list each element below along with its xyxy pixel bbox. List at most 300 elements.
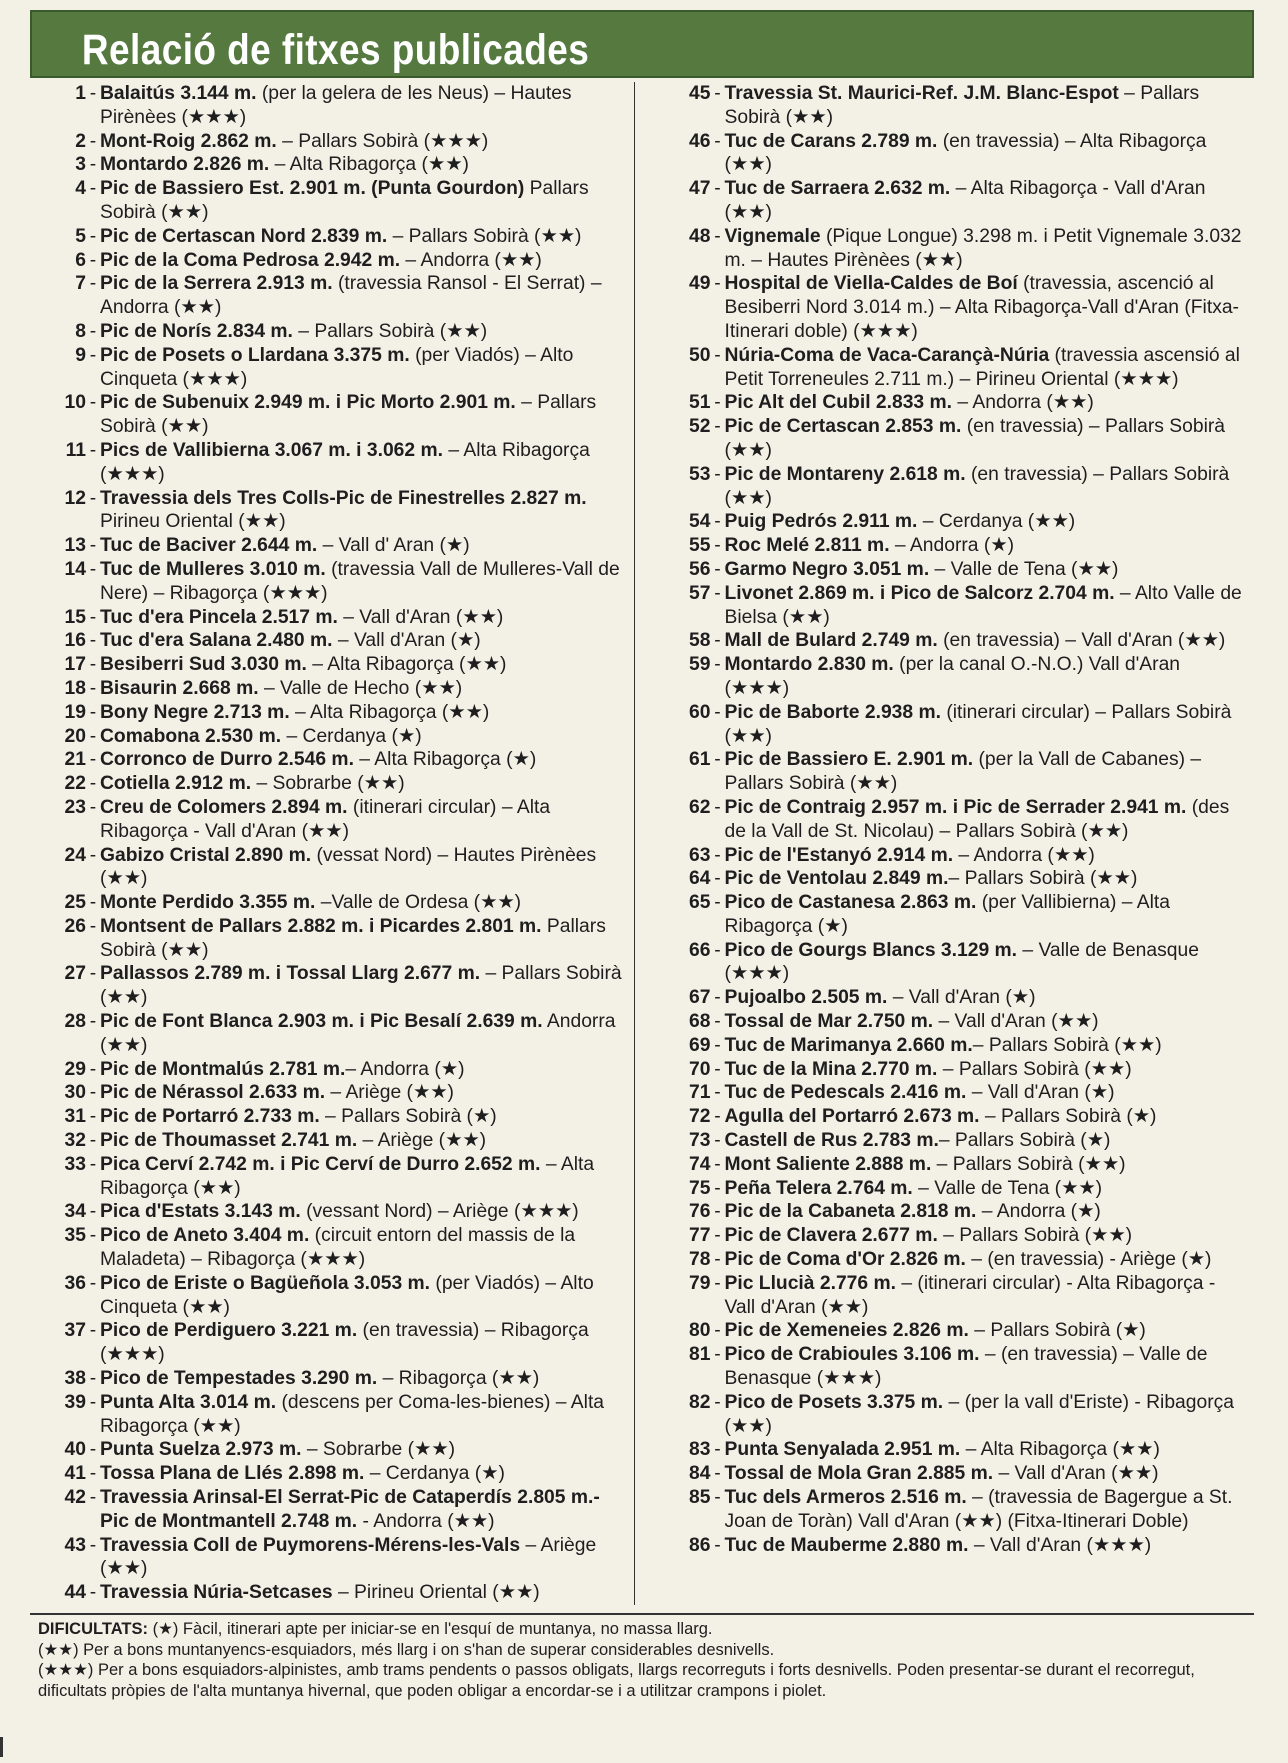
entry-name: Montardo 2.826 m. bbox=[100, 154, 270, 176]
entry-number: 86 bbox=[689, 1534, 711, 1556]
entry-text bbox=[100, 653, 624, 677]
entry-separator: - bbox=[89, 844, 97, 866]
entry-number: 65 bbox=[689, 892, 711, 914]
entry-details: – Vall d'Aran (★★) bbox=[933, 1011, 1099, 1033]
entry-details: – (itinerari circular) - Alta Ribagorça - Vall d'Aran (★★) bbox=[724, 1272, 1216, 1318]
entry-number: 58 bbox=[689, 630, 711, 652]
entry-details: (travessia ascensió al Petit Torreneules 2.711 m.) – Pirineu Oriental (★★★) bbox=[724, 344, 1240, 390]
entry-separator: - bbox=[89, 654, 97, 676]
entry-number: 85 bbox=[689, 1487, 711, 1509]
entry-text bbox=[725, 1105, 1249, 1129]
entry-text bbox=[100, 891, 624, 915]
list-item bbox=[34, 1105, 624, 1129]
left-column bbox=[30, 82, 635, 1605]
entry-details: – Alta Ribagorça (★★) bbox=[960, 1439, 1160, 1461]
entry-name: Castell de Rus 2.783 m. bbox=[724, 1130, 939, 1152]
entry-separator: - bbox=[714, 1487, 721, 1509]
entry-number: 12 bbox=[64, 487, 86, 509]
entry-separator: - bbox=[714, 1082, 721, 1104]
entry-details: – Alta Ribagorça (★★) bbox=[269, 154, 469, 176]
entry-details: – Ariège (★★) bbox=[100, 1534, 597, 1580]
entry-number: 8 bbox=[75, 320, 86, 342]
entry-name: Tuc d'era Salana 2.480 m. bbox=[100, 630, 333, 652]
entry-separator: - bbox=[714, 939, 721, 961]
entry-name: Bisaurin 2.668 m. bbox=[100, 677, 259, 699]
entry-text bbox=[100, 1272, 624, 1320]
entry-number: 29 bbox=[64, 1058, 86, 1080]
entry-text bbox=[100, 1105, 624, 1129]
list-item bbox=[659, 1534, 1249, 1558]
entry-separator: - bbox=[714, 1249, 721, 1271]
entry-separator: - bbox=[89, 273, 97, 295]
entry-separator: - bbox=[89, 749, 97, 771]
entry-number: 68 bbox=[689, 1011, 711, 1033]
entry-name: Peña Telera 2.764 m. bbox=[724, 1177, 913, 1199]
entry-number: 18 bbox=[64, 677, 86, 699]
entry-name: Bony Negre 2.713 m. bbox=[100, 701, 290, 723]
entry-text bbox=[725, 177, 1249, 225]
entry-separator: - bbox=[89, 225, 97, 247]
entry-name: Pic de Certascan 2.853 m. bbox=[724, 416, 962, 438]
entry-details: – Andorra (★) bbox=[345, 1058, 465, 1080]
entry-separator: - bbox=[89, 154, 97, 176]
entry-details: Pirineu Oriental (★★) bbox=[100, 511, 286, 533]
entry-separator: - bbox=[714, 130, 721, 152]
list-item bbox=[659, 1462, 1249, 1486]
legend-label: DIFICULTATS: bbox=[38, 1620, 148, 1638]
entry-separator: - bbox=[89, 963, 97, 985]
entry-details: – Cerdanya (★) bbox=[281, 725, 422, 747]
entry-number: 43 bbox=[64, 1534, 86, 1556]
entry-text bbox=[100, 558, 624, 606]
entry-details: – Pallars Sobirà (★) bbox=[968, 1320, 1146, 1342]
entry-details: – Valle de Tena (★★) bbox=[929, 558, 1119, 580]
entry-details: – Pallars Sobirà (★★) bbox=[937, 1225, 1133, 1247]
entry-details: (en travessia) – Pallars Sobirà (★★) bbox=[724, 416, 1225, 461]
entry-number: 45 bbox=[689, 83, 711, 104]
entry-name: Vignemale bbox=[724, 225, 821, 247]
entry-name: Pujoalbo 2.505 m. bbox=[724, 987, 888, 1009]
entry-name: Pic de Contraig 2.957 m. i Pic de Serrader 2.941 m. bbox=[724, 796, 1187, 818]
entry-details: – Vall d'Aran (★★★) bbox=[968, 1534, 1152, 1556]
list-item bbox=[34, 82, 624, 130]
entry-text bbox=[725, 510, 1249, 534]
entry-number: 83 bbox=[689, 1439, 711, 1461]
entry-details: (des de la Vall de St. Nicolau) – Pallars Sobirà (★★) bbox=[724, 796, 1230, 842]
list-item bbox=[659, 986, 1249, 1010]
entry-text bbox=[725, 582, 1249, 630]
entry-number: 31 bbox=[64, 1106, 86, 1128]
entry-separator: - bbox=[89, 1225, 97, 1247]
entry-details: – Andorra (★★) bbox=[952, 392, 1094, 414]
entry-separator: - bbox=[714, 1463, 721, 1485]
entry-text bbox=[725, 1343, 1249, 1391]
entry-details: (en travessia) – Pallars Sobirà (★★) bbox=[724, 463, 1230, 509]
entry-separator: - bbox=[89, 178, 97, 200]
list-item bbox=[659, 1034, 1249, 1058]
entry-separator: - bbox=[89, 1011, 97, 1033]
entry-number: 32 bbox=[64, 1130, 86, 1152]
entry-separator: - bbox=[714, 987, 721, 1009]
entry-separator: - bbox=[89, 915, 97, 937]
entry-name: Roc Melé 2.811 m. bbox=[724, 535, 890, 557]
entry-text bbox=[100, 1534, 624, 1582]
entry-number: 13 bbox=[64, 535, 86, 557]
entry-text bbox=[725, 1391, 1249, 1439]
entry-details: (per la canal O.-N.O.) Vall d'Aran (★★★) bbox=[724, 654, 1181, 699]
entry-details: (per Viadós) – Alto Cinqueta (★★★) bbox=[100, 344, 574, 390]
entry-text bbox=[725, 272, 1249, 343]
entry-details: (Pique Longue) 3.298 m. i Petit Vignemale 3.032 m. – Hautes Pirènèes (★★) bbox=[724, 225, 1242, 271]
list-item bbox=[34, 915, 624, 963]
list-item bbox=[34, 177, 624, 225]
entry-details: – (en travessia) – Valle de Benasque (★★★) bbox=[724, 1344, 1208, 1390]
entry-number: 25 bbox=[64, 892, 86, 914]
list-item bbox=[659, 344, 1249, 392]
list-item bbox=[34, 1224, 624, 1272]
entry-text bbox=[100, 1438, 624, 1462]
entry-number: 78 bbox=[689, 1249, 711, 1271]
entry-separator: - bbox=[89, 1487, 97, 1509]
entry-number: 16 bbox=[64, 630, 86, 652]
entry-separator: - bbox=[714, 654, 721, 676]
entry-separator: - bbox=[714, 225, 721, 247]
entry-separator: - bbox=[89, 677, 97, 699]
list-item bbox=[659, 1200, 1249, 1224]
entry-details: (vessant Nord) – Ariège (★★★) bbox=[300, 1201, 579, 1223]
entry-text bbox=[725, 867, 1249, 891]
entry-details: (itinerari circular) – Alta Ribagorça - Vall d'Aran (★★) bbox=[100, 796, 551, 842]
entry-separator: - bbox=[89, 1368, 97, 1390]
list-item bbox=[659, 629, 1249, 653]
list-item bbox=[659, 391, 1249, 415]
entry-number: 33 bbox=[64, 1153, 86, 1175]
entry-text bbox=[725, 1058, 1249, 1082]
entry-text bbox=[725, 344, 1249, 392]
entry-number: 75 bbox=[689, 1177, 711, 1199]
list-item bbox=[659, 939, 1249, 987]
entry-separator: - bbox=[714, 463, 721, 485]
entry-name: Gabizo Cristal 2.890 m. bbox=[100, 844, 312, 866]
list-item bbox=[34, 487, 624, 535]
entry-name: Punta Alta 3.014 m. bbox=[100, 1391, 277, 1413]
entry-separator: - bbox=[714, 1153, 721, 1175]
list-item bbox=[659, 701, 1249, 749]
entry-details: (per la gelera de les Neus) – Hautes Pirènèes (★★★) bbox=[100, 83, 572, 128]
entry-text bbox=[725, 1248, 1249, 1272]
entry-name: Hospital de Viella-Caldes de Boí bbox=[724, 273, 1018, 295]
entry-separator: - bbox=[89, 392, 97, 414]
entry-number: 84 bbox=[689, 1463, 711, 1485]
entry-separator: - bbox=[89, 606, 97, 628]
entry-separator: - bbox=[89, 630, 97, 652]
entry-separator: - bbox=[89, 725, 97, 747]
entry-text bbox=[100, 844, 624, 892]
entry-number: 42 bbox=[64, 1487, 86, 1509]
entry-details: Andorra (★★) bbox=[100, 1011, 616, 1056]
entry-details: – Pallars Sobirà (★) bbox=[938, 1130, 1111, 1152]
entry-details: – Pallars Sobirà (★★★) bbox=[276, 130, 489, 152]
entry-number: 21 bbox=[64, 749, 86, 771]
entry-name: Pic de Norís 2.834 m. bbox=[100, 320, 293, 342]
entry-name: Cotiella 2.912 m. bbox=[100, 773, 252, 795]
entry-number: 20 bbox=[64, 725, 86, 747]
entry-details: Pallars Sobirà (★★) bbox=[100, 915, 606, 961]
entry-separator: - bbox=[89, 249, 97, 271]
entry-details: Pallars Sobirà (★★) bbox=[100, 178, 589, 223]
entry-separator: - bbox=[714, 178, 721, 200]
list-item bbox=[34, 1200, 624, 1224]
list-item bbox=[34, 1486, 624, 1534]
difficulty-legend bbox=[30, 1613, 1254, 1701]
entry-name: Pic de Xemeneies 2.826 m. bbox=[724, 1320, 969, 1342]
list-item bbox=[34, 725, 624, 749]
list-item bbox=[34, 344, 624, 392]
entry-text bbox=[100, 1319, 624, 1367]
list-item bbox=[659, 177, 1249, 225]
entry-details: – Pallars Sobirà (★★) bbox=[937, 1058, 1132, 1080]
entry-name: Balaitús 3.144 m. bbox=[100, 83, 257, 104]
entry-number: 61 bbox=[689, 749, 711, 771]
entry-number: 41 bbox=[64, 1463, 86, 1485]
entry-text bbox=[100, 130, 624, 154]
entry-separator: - bbox=[714, 273, 721, 295]
entry-separator: - bbox=[714, 630, 721, 652]
list-item bbox=[659, 582, 1249, 630]
entry-text bbox=[725, 1438, 1249, 1462]
entry-name: Pics de Vallibierna 3.067 m. i 3.062 m. bbox=[100, 439, 443, 461]
entry-number: 27 bbox=[64, 963, 86, 985]
list-item bbox=[659, 1248, 1249, 1272]
entry-text bbox=[725, 1177, 1249, 1201]
entry-separator: - bbox=[89, 1582, 97, 1604]
entry-text bbox=[100, 344, 624, 392]
entry-number: 64 bbox=[689, 868, 711, 890]
entry-text bbox=[725, 844, 1249, 868]
entry-number: 39 bbox=[64, 1391, 86, 1413]
entry-name: Corronco de Durro 2.546 m. bbox=[100, 749, 354, 771]
entry-name: Mont Saliente 2.888 m. bbox=[724, 1153, 932, 1175]
entry-name: Tuc de Baciver 2.644 m. bbox=[100, 535, 318, 557]
entry-name: Tossal de Mar 2.750 m. bbox=[724, 1011, 934, 1033]
list-item bbox=[34, 844, 624, 892]
entry-text bbox=[100, 153, 624, 177]
entry-details: – Alta Ribagorça (★) bbox=[353, 749, 537, 771]
entry-name: Tuc de Marimanya 2.660 m. bbox=[724, 1034, 973, 1056]
legend-hard: (★★★) Per a bons esquiadors-alpinistes, amb trams pendents o passos obligats, llargs recorreguts i forts desnivells. Poden presentar-se durant el recorregut, dificultats pròpies de l'alta muntanya hivernal, que poden obligar a encordar-se i a utilitzar crampons i piolet. bbox=[38, 1661, 1195, 1700]
entry-details: – Alta Ribagorça (★★) bbox=[100, 1153, 595, 1199]
entry-details: – Pirineu Oriental (★★) bbox=[332, 1582, 540, 1604]
entry-name: Tuc dels Armeros 2.516 m. bbox=[724, 1487, 967, 1509]
entry-number: 11 bbox=[65, 439, 86, 461]
entry-details: (en travessia) – Vall d'Aran (★★) bbox=[937, 630, 1226, 652]
list-item bbox=[34, 677, 624, 701]
entry-name: Pic de Bassiero E. 2.901 m. bbox=[724, 749, 974, 771]
entry-name: Tossal de Mola Gran 2.885 m. bbox=[724, 1463, 994, 1485]
list-item bbox=[34, 320, 624, 344]
list-item bbox=[659, 82, 1249, 130]
entry-number: 66 bbox=[689, 939, 711, 961]
entry-separator: - bbox=[714, 892, 721, 914]
list-item bbox=[659, 1438, 1249, 1462]
entry-details: – Pallars Sobirà (★★) bbox=[387, 225, 582, 247]
entry-details: – Ribagorça (★★) bbox=[377, 1368, 540, 1390]
entry-text bbox=[725, 701, 1249, 749]
entry-number: 26 bbox=[64, 915, 86, 937]
entry-name: Tuc de Pedescals 2.416 m. bbox=[724, 1082, 967, 1104]
entry-number: 55 bbox=[689, 535, 711, 557]
list-item bbox=[659, 1081, 1249, 1105]
entry-text bbox=[100, 272, 624, 320]
entry-separator: - bbox=[714, 844, 721, 866]
list-item bbox=[659, 748, 1249, 796]
entry-name: Pico de Crabioules 3.106 m. bbox=[724, 1344, 980, 1366]
entry-name: Puig Pedrós 2.911 m. bbox=[724, 511, 918, 533]
entry-number: 17 bbox=[64, 654, 86, 676]
entry-details: – (per la vall d'Eriste) - Ribagorça (★★) bbox=[724, 1391, 1235, 1437]
entry-name: Pallassos 2.789 m. i Tossal Llarg 2.677 m. bbox=[100, 963, 481, 985]
entry-details: – Andorra (★) bbox=[976, 1201, 1101, 1223]
entry-text bbox=[100, 320, 624, 344]
entry-text bbox=[725, 1224, 1249, 1248]
entry-name: Mall de Bulard 2.749 m. bbox=[724, 630, 938, 652]
list-item bbox=[659, 272, 1249, 343]
entry-name: Tuc de Mauberme 2.880 m. bbox=[724, 1534, 969, 1556]
entry-number: 9 bbox=[75, 344, 86, 366]
list-item bbox=[659, 1272, 1249, 1320]
list-item bbox=[659, 225, 1249, 273]
entry-name: Pica d'Estats 3.143 m. bbox=[100, 1201, 301, 1223]
entry-text bbox=[725, 1081, 1249, 1105]
entry-name: Tossa Plana de Llés 2.898 m. bbox=[100, 1463, 365, 1485]
entry-name: Tuc de Sarraera 2.632 m. bbox=[724, 178, 951, 200]
entry-details: – Sobrarbe (★★) bbox=[251, 773, 405, 795]
list-item bbox=[34, 653, 624, 677]
entry-number: 24 bbox=[64, 844, 86, 866]
list-item bbox=[34, 153, 624, 177]
entry-separator: - bbox=[714, 1225, 721, 1247]
list-item bbox=[34, 439, 624, 487]
entry-name: Pico de Posets 3.375 m. bbox=[724, 1391, 944, 1413]
entry-number: 54 bbox=[689, 511, 711, 533]
list-item bbox=[659, 463, 1249, 511]
entry-separator: - bbox=[714, 511, 721, 533]
entry-details: – Ariège (★★) bbox=[325, 1082, 454, 1104]
list-item bbox=[659, 558, 1249, 582]
entry-separator: - bbox=[89, 701, 97, 723]
entry-details: – Ariège (★★) bbox=[357, 1130, 487, 1152]
entry-text bbox=[100, 915, 624, 963]
entry-number: 19 bbox=[64, 701, 86, 723]
entry-number: 81 bbox=[689, 1344, 711, 1366]
entry-number: 4 bbox=[75, 178, 86, 200]
entry-number: 59 bbox=[689, 654, 711, 676]
entry-name: Pic de Ventolau 2.849 m. bbox=[724, 868, 949, 890]
entry-number: 23 bbox=[64, 796, 86, 818]
entry-separator: - bbox=[714, 1034, 721, 1056]
list-item bbox=[659, 653, 1249, 701]
list-item bbox=[659, 1224, 1249, 1248]
entry-text bbox=[725, 463, 1249, 511]
entry-name: Punta Suelza 2.973 m. bbox=[100, 1439, 302, 1461]
title-banner bbox=[30, 10, 1254, 78]
entry-details: (per Vallibierna) – Alta Ribagorça (★) bbox=[724, 892, 1170, 937]
entry-name: Pico de Tempestades 3.290 m. bbox=[100, 1368, 378, 1390]
list-item bbox=[34, 1581, 624, 1605]
entry-name: Pic de Thoumasset 2.741 m. bbox=[100, 1130, 358, 1152]
entry-name: Pic de la Serrera 2.913 m. bbox=[100, 273, 333, 295]
entry-details: – Alta Ribagorça (★★★) bbox=[100, 439, 590, 485]
list-item bbox=[34, 1367, 624, 1391]
entry-number: 82 bbox=[689, 1391, 711, 1413]
entry-name: Pico de Gourgs Blancs 3.129 m. bbox=[724, 939, 1018, 961]
entry-name: Pic de l'Estanyó 2.914 m. bbox=[724, 844, 954, 866]
entry-separator: - bbox=[89, 1130, 97, 1152]
entry-separator: - bbox=[89, 320, 97, 342]
entry-details: – Alta Ribagorça (★★) bbox=[306, 654, 507, 676]
entry-details: – Pallars Sobirà (★★) bbox=[100, 963, 622, 1009]
list-item bbox=[34, 891, 624, 915]
entry-name: Pic de Font Blanca 2.903 m. i Pic Besalí 2.639 m. bbox=[100, 1011, 543, 1033]
entry-separator: - bbox=[714, 749, 721, 771]
entry-separator: - bbox=[714, 796, 721, 818]
list-item bbox=[34, 1438, 624, 1462]
entry-number: 1 bbox=[75, 83, 86, 104]
list-item bbox=[659, 867, 1249, 891]
entry-separator: - bbox=[89, 1463, 97, 1485]
entry-number: 62 bbox=[689, 796, 711, 818]
entry-details: – Vall d'Aran (★) bbox=[332, 630, 481, 652]
legend-easy: (★) Fàcil, itinerari apte per iniciar-se en l'esquí de muntanya, no massa llarg. bbox=[147, 1620, 713, 1638]
entry-separator: - bbox=[714, 1058, 721, 1080]
entry-text bbox=[100, 1486, 624, 1534]
entry-text bbox=[100, 391, 624, 439]
entry-details: – Vall d'Aran (★★) bbox=[993, 1463, 1159, 1485]
entry-text bbox=[100, 1010, 624, 1058]
entry-text bbox=[100, 487, 624, 535]
list-item bbox=[659, 891, 1249, 939]
entry-separator: - bbox=[714, 416, 721, 438]
entry-text bbox=[100, 1200, 624, 1224]
entry-number: 79 bbox=[689, 1272, 711, 1294]
entry-text bbox=[100, 1367, 624, 1391]
entry-number: 40 bbox=[64, 1439, 86, 1461]
entry-number: 7 bbox=[75, 273, 86, 295]
entry-number: 10 bbox=[64, 392, 86, 414]
entry-number: 49 bbox=[689, 273, 711, 295]
entry-text bbox=[100, 1129, 624, 1153]
entry-text bbox=[725, 415, 1249, 463]
entry-number: 73 bbox=[689, 1130, 711, 1152]
entry-separator: - bbox=[89, 535, 97, 557]
legend-line-1 bbox=[38, 1619, 1254, 1640]
list-item bbox=[659, 1319, 1249, 1343]
entry-details: – Alto Valle de Bielsa (★★) bbox=[724, 582, 1242, 628]
list-item bbox=[34, 1391, 624, 1439]
entry-details: - Andorra (★★) bbox=[357, 1510, 495, 1532]
list-item bbox=[659, 796, 1249, 844]
entry-details: – Pallars Sobirà (★★) bbox=[972, 1034, 1162, 1056]
entry-details: (en travessia) – Alta Ribagorça (★★) bbox=[724, 130, 1207, 176]
entry-name: Creu de Colomers 2.894 m. bbox=[100, 796, 348, 818]
entry-text bbox=[725, 891, 1249, 939]
entry-text bbox=[725, 1319, 1249, 1343]
entry-number: 22 bbox=[64, 773, 86, 795]
entry-separator: - bbox=[714, 582, 721, 604]
entry-text bbox=[100, 1153, 624, 1201]
list-item bbox=[34, 225, 624, 249]
list-item bbox=[659, 844, 1249, 868]
